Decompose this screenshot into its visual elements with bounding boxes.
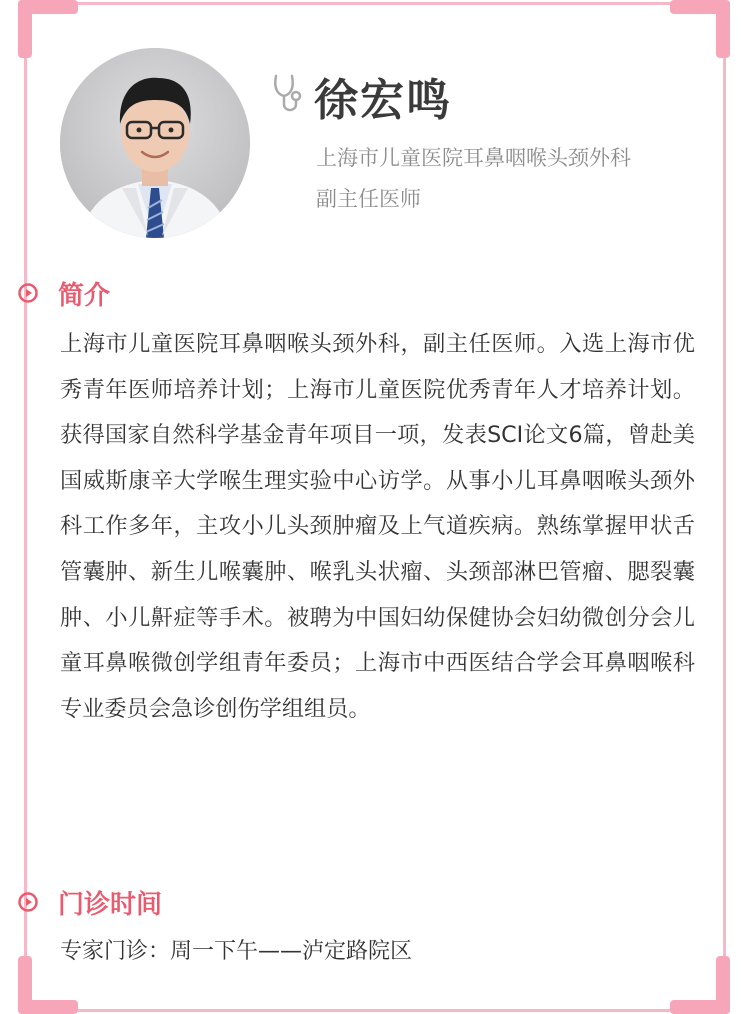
frame-corner-bottom-right-vertical <box>716 956 730 1014</box>
stethoscope-icon <box>272 74 304 118</box>
frame-corner-bottom-left-vertical <box>18 956 32 1014</box>
intro-body: 上海市儿童医院耳鼻咽喉头颈外科，副主任医师。入选上海市优秀青年医师培养计划；上海市儿童医院优秀青年人才培养计划。获得国家自然科学基金青年项目一项，发表SCI论文6篇，曾赴美国威斯康辛大学喉生理实验中心访学。从事小儿耳鼻咽喉头颈外科工作多年，主攻小儿头颈肿瘤及上气道疾病。熟练掌握甲状舌管囊肿、新生儿喉囊肿、喉乳头状瘤、头颈部淋巴管瘤、腮裂囊肿、小儿鼾症等手术。被聘为中国妇幼保健协会妇幼微创分会儿童耳鼻喉微创学组青年委员；上海市中西医结合学会耳鼻咽喉科专业委员会急诊创伤学组组员。 <box>60 331 695 722</box>
hours-heading: 门诊时间 <box>58 889 163 920</box>
hours-section-header <box>18 882 162 922</box>
doctor-hospital: 上海市儿童医院耳鼻咽喉头颈外科 <box>316 146 631 170</box>
intro-section-header <box>18 273 110 313</box>
frame-left-line <box>24 0 27 1014</box>
play-circle-icon <box>18 283 38 303</box>
frame-right-line <box>723 0 726 1014</box>
doctor-name: 徐宏鸣 <box>314 75 452 126</box>
doctor-avatar <box>60 48 250 238</box>
frame-top-line <box>20 2 730 5</box>
frame-bottom-line <box>20 1009 730 1012</box>
frame-corner-top-left-vertical <box>18 0 32 58</box>
doctor-title: 副主任医师 <box>316 187 421 211</box>
frame-corner-top-right-vertical <box>716 0 730 58</box>
play-circle-icon <box>18 892 38 912</box>
hours-body: 专家门诊：周一下午——泸定路院区 <box>60 939 413 964</box>
intro-heading: 简介 <box>58 280 111 311</box>
doctor-name-row <box>272 66 452 126</box>
